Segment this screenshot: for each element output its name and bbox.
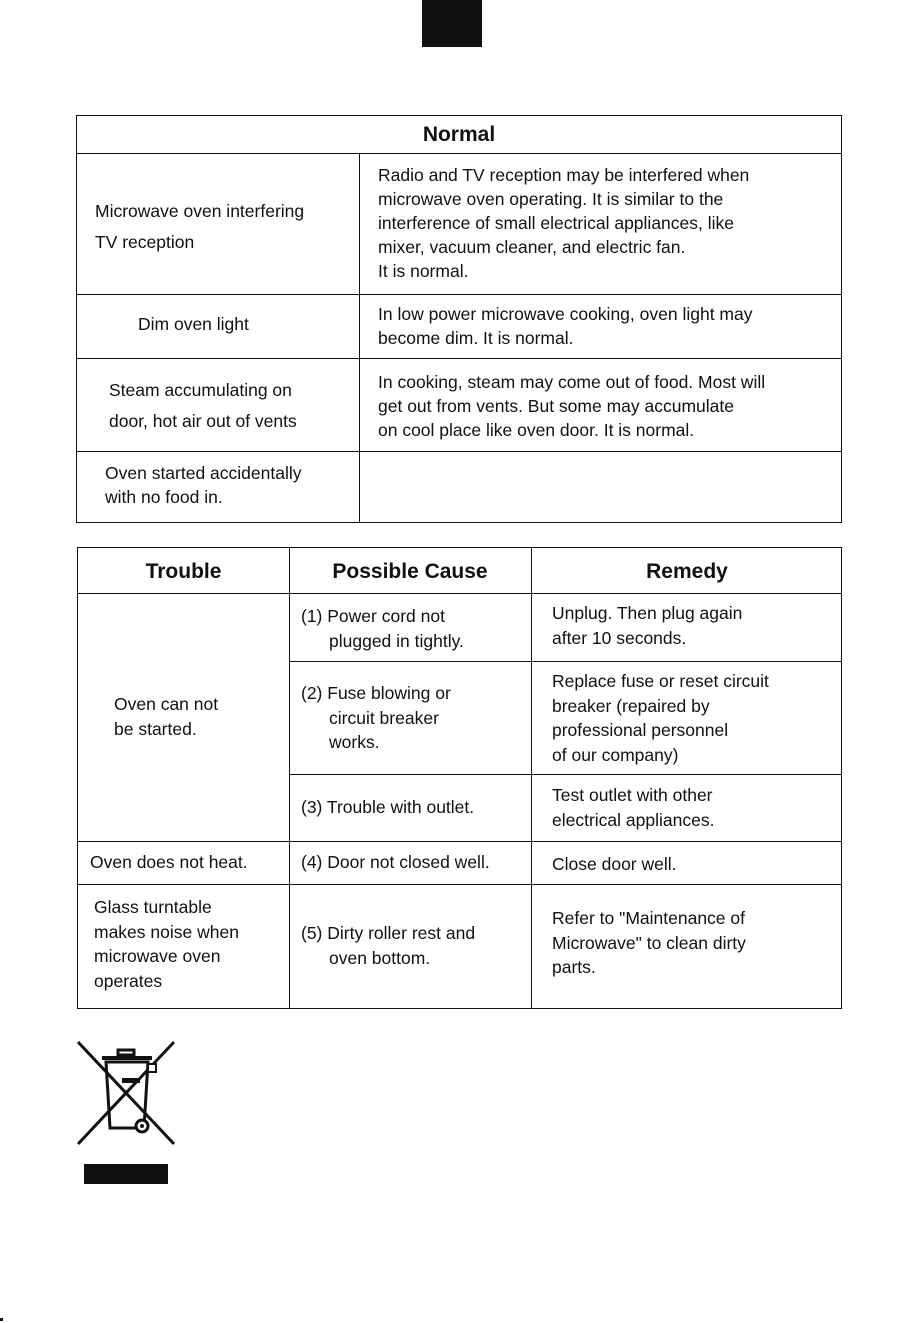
normal-explanation-1: Radio and TV reception may be interfered when microwave oven operating. It is similar to the interference of small electrical appliances, like mixer, vacuum cleaner, and electric fan. It is normal. [378,165,750,281]
cause-3: (3) Trouble with outlet. [301,797,475,817]
header-trouble: Trouble [145,560,222,583]
normal-explanation-3: In cooking, steam may come out of food. Most will get out from vents. But some may accumulate on cool place like oven door. It is normal. [378,372,766,440]
cause-2: (2) Fuse blowing or circuit breaker works. [301,683,451,752]
normal-symptom-3: Steam accumulating on door, hot air out of vents [109,380,297,431]
normal-symptom-2: Dim oven light [138,314,249,334]
remedy-1: Unplug. Then plug again after 10 seconds. [552,603,743,648]
cause-5: (5) Dirty roller rest and oven bottom. [301,923,476,968]
cause-4: (4) Door not closed well. [301,852,490,872]
trouble-turntable-noise: Glass turntable makes noise when microwave oven operates [94,897,239,991]
remedy-3: Test outlet with other electrical appliances. [552,785,715,830]
page-tab-marker [422,0,482,47]
trouble-no-heat: Oven does not heat. [90,852,248,872]
normal-symptom-4: Oven started accidentally with no food in. [105,463,302,507]
header-possible-cause: Possible Cause [332,560,488,583]
remedy-4: Close door well. [552,854,677,874]
trouble-table [77,547,842,1009]
remedy-5: Refer to "Maintenance of Microwave" to clean dirty parts. [552,908,746,977]
header-remedy: Remedy [646,560,728,583]
remedy-2: Replace fuse or reset circuit breaker (repaired by professional personnel of our company) [552,671,769,765]
normal-table [76,115,842,523]
trouble-cannot-start: Oven can not be started. [114,694,219,739]
weee-underline-bar [84,1164,168,1184]
crossed-out-wheelie-bin-icon [76,1040,178,1148]
cause-1: (1) Power cord not plugged in tightly. [301,606,464,651]
normal-explanation-2: In low power microwave cooking, oven light may become dim. It is normal. [378,304,753,348]
normal-table-title: Normal [77,116,841,154]
normal-symptom-1: Microwave oven interfering TV reception [95,201,305,252]
